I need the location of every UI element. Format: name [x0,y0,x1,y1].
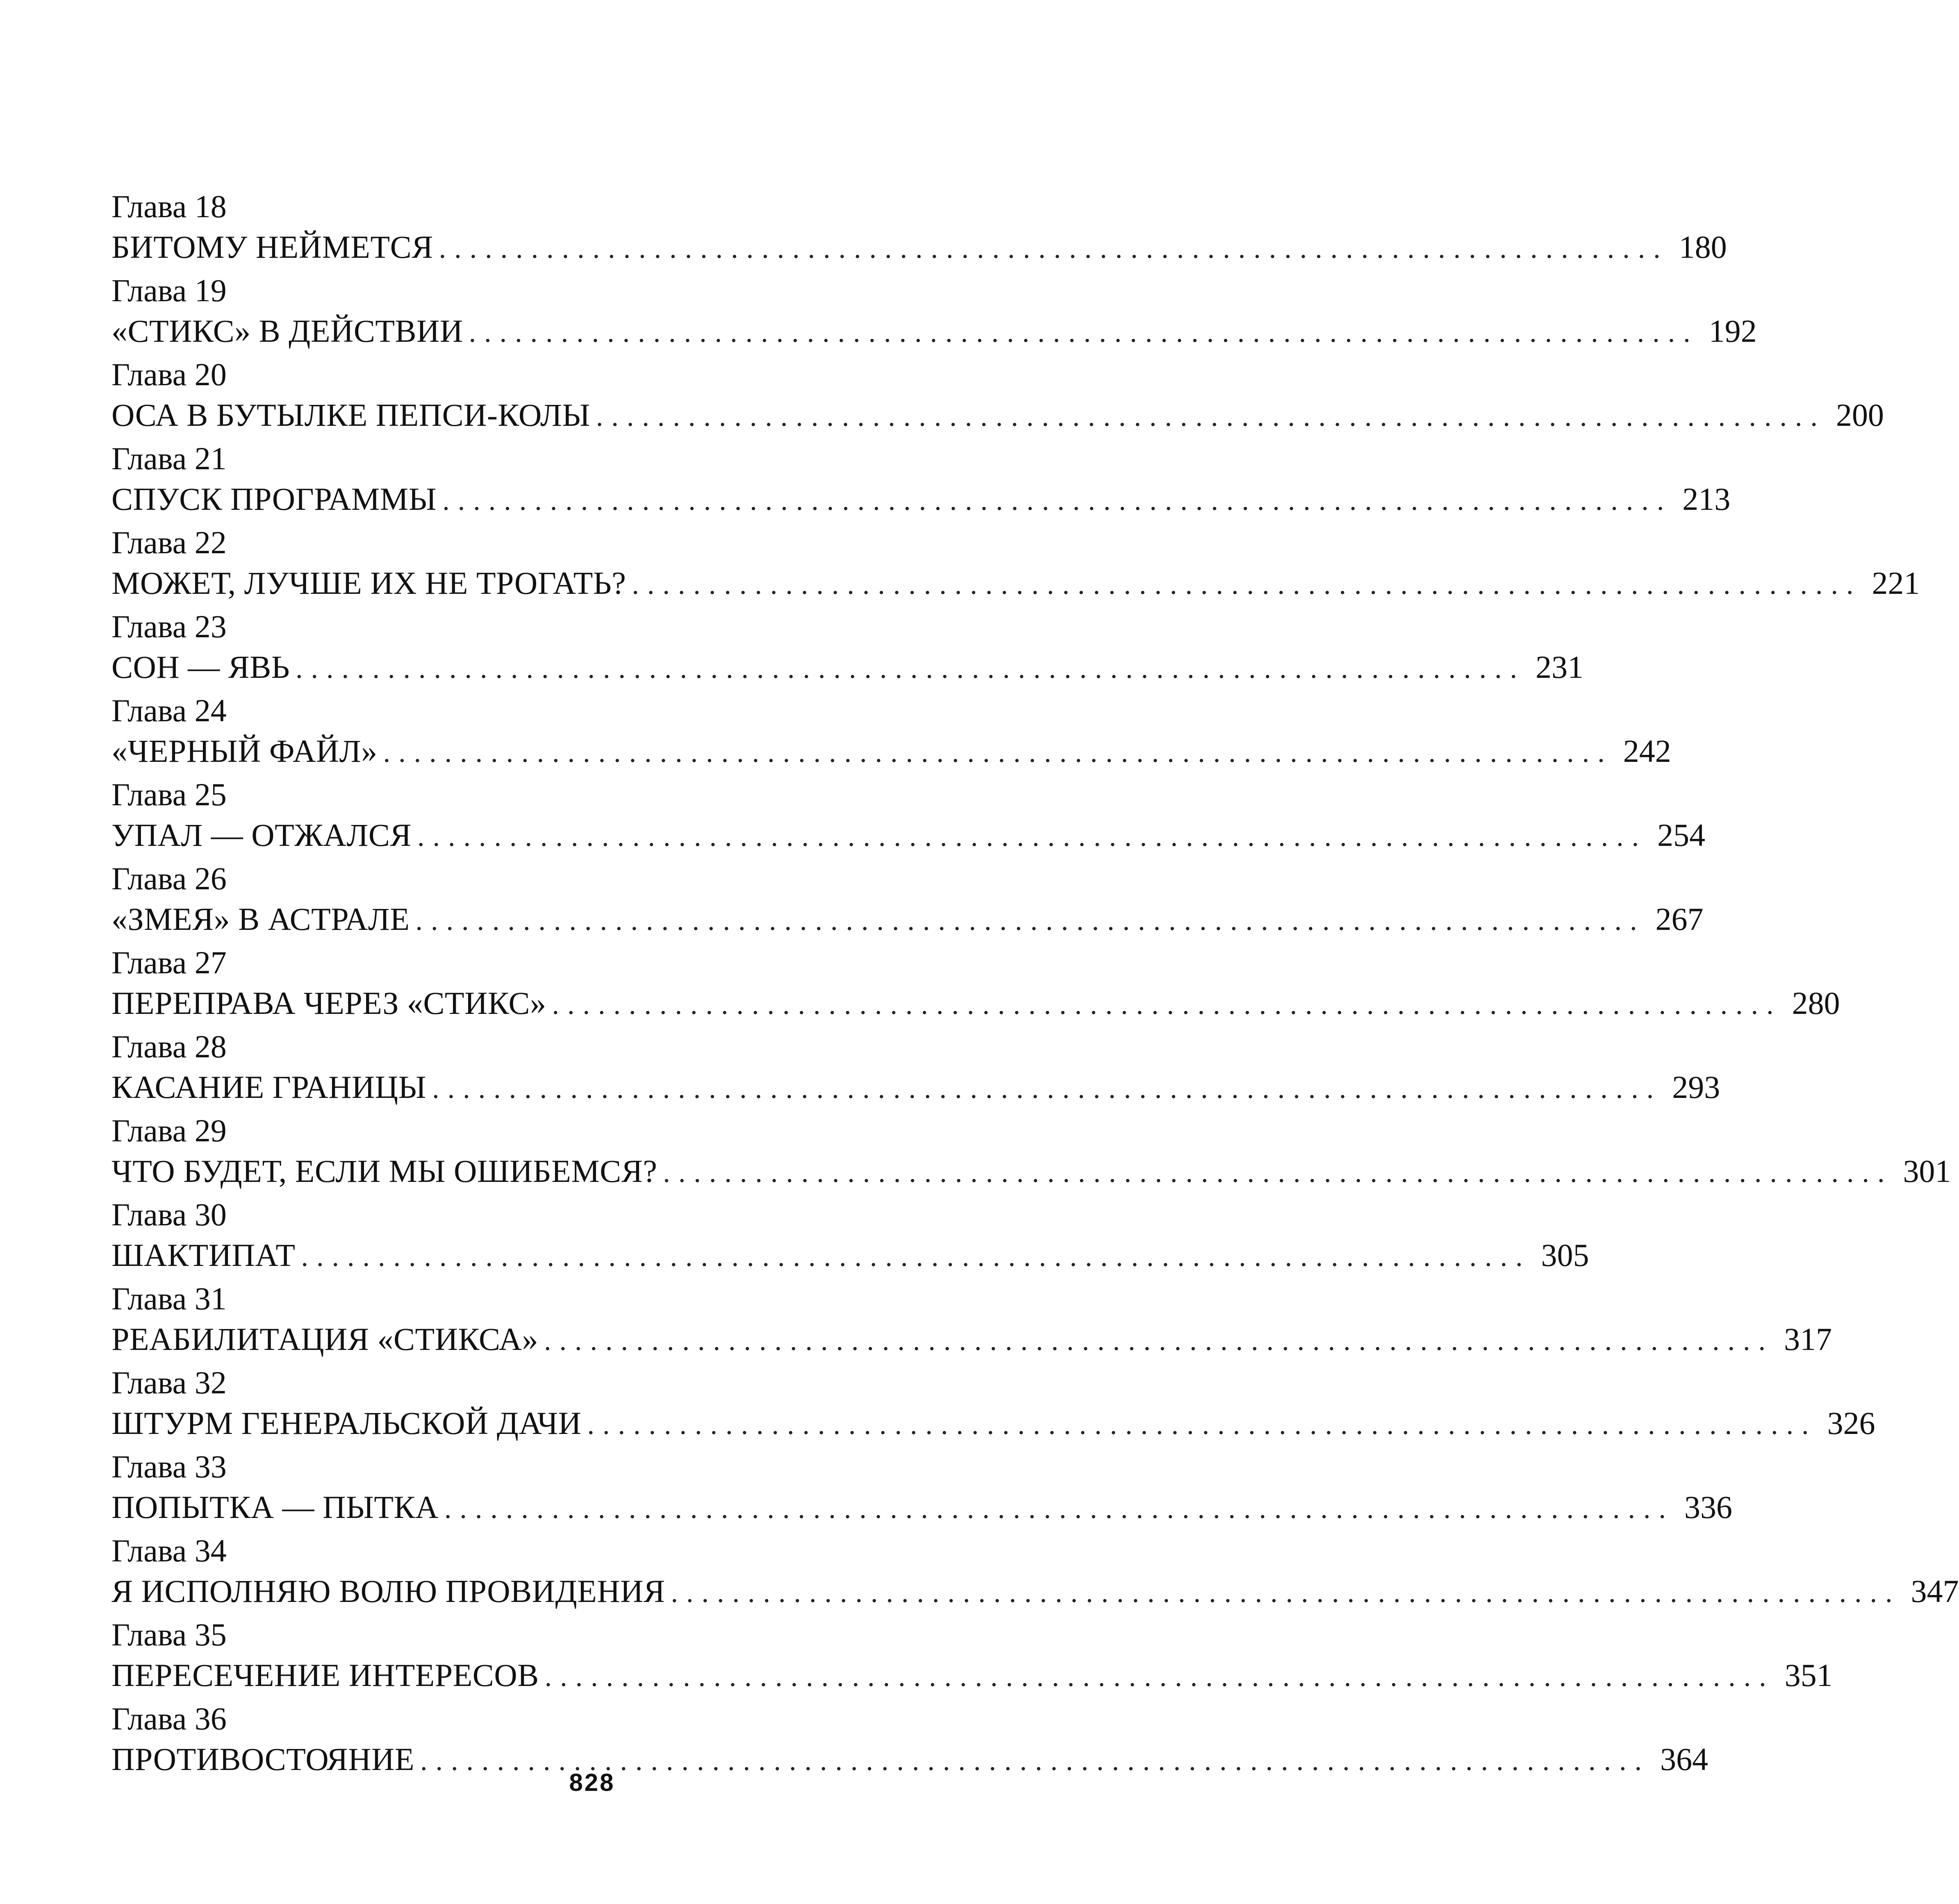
page-number: 221 [1872,565,1920,601]
dot-leader: ................................................................................ [415,905,1645,936]
chapter-label: Глава 22 [111,525,227,560]
chapter-label: Глава 25 [111,777,227,812]
dot-leader: ................................................................................ [296,653,1526,684]
toc-entry [111,1447,1732,1531]
dot-leader: ................................................................................ [439,233,1669,264]
toc-title-row [111,563,1920,604]
chapter-label: Глава 18 [111,189,227,224]
toc-entry [111,607,1584,691]
dot-leader: ................................................................................ [444,1493,1674,1525]
dot-leader: ................................................................................ [417,821,1647,852]
page-number: 180 [1679,229,1727,265]
dot-leader: ................................................................................ [587,1409,1817,1440]
toc-title-row [111,1151,1951,1192]
toc-title-row [111,479,1731,520]
chapter-label: Глава 30 [111,1197,227,1232]
toc-entry [111,354,1884,439]
page-number: 254 [1657,817,1705,853]
dot-leader: ................................................................................ [663,1157,1893,1188]
page-number: 347 [1911,1573,1959,1609]
chapter-title: ПРОТИВОСТОЯНИЕ [111,1741,414,1777]
toc-title-row [111,227,1727,268]
toc-entry [111,523,1920,607]
toc-title-row [111,899,1704,940]
toc-title-row [111,395,1884,436]
chapter-title: СПУСК ПРОГРАММЫ [111,481,437,517]
chapter-title: КАСАНИЕ ГРАНИЦЫ [111,1069,427,1105]
chapter-title: ПОПЫТКА — ПЫТКА [111,1489,439,1525]
chapter-label: Глава 19 [111,273,227,308]
chapter-label: Глава 21 [111,441,227,476]
chapter-label: Глава 23 [111,609,227,644]
toc-entry [111,859,1704,943]
toc-entry [111,1027,1720,1111]
toc-entry [111,270,1757,354]
toc-title-row [111,983,1840,1024]
chapter-title: «ЗМЕЯ» В АСТРАЛЕ [111,901,410,937]
page-number: 301 [1903,1153,1951,1189]
dot-leader: ................................................................................ [301,1241,1531,1272]
toc-title-row [111,815,1705,856]
page-number: 293 [1672,1069,1720,1105]
dot-leader: ................................................................................ [632,569,1862,600]
toc-entry [111,1615,1833,1699]
chapter-title: ЧТО БУДЕТ, ЕСЛИ МЫ ОШИБЕМСЯ? [111,1153,658,1189]
toc-entry [111,1195,1589,1279]
toc-title-row [111,1067,1720,1108]
dot-leader: ................................................................................ [383,737,1613,768]
page-number: 364 [1660,1741,1708,1777]
toc-title-row [111,1487,1732,1528]
toc-entry [111,943,1840,1027]
dot-leader: ................................................................................ [469,317,1699,348]
chapter-title: «СТИКС» В ДЕЙСТВИИ [111,313,463,349]
page-number: 336 [1684,1489,1732,1525]
page-number: 213 [1682,481,1731,517]
chapter-title: МОЖЕТ, ЛУЧШЕ ИХ НЕ ТРОГАТЬ? [111,565,626,601]
toc-title-row [111,1655,1833,1696]
chapter-label: Глава 34 [111,1533,227,1568]
page-number: 242 [1623,733,1671,769]
chapter-label: Глава 26 [111,861,227,896]
chapter-label: Глава 28 [111,1029,227,1064]
toc-entry [111,691,1671,775]
page-number: 317 [1784,1321,1832,1357]
toc-entry [111,1279,1832,1363]
toc-title-row [111,1235,1589,1276]
toc-entry [111,439,1731,523]
chapter-title: ОСА В БУТЫЛКЕ ПЕПСИ-КОЛЫ [111,397,590,433]
chapter-label: Глава 31 [111,1281,227,1316]
chapter-label: Глава 35 [111,1617,227,1652]
chapter-label: Глава 24 [111,693,227,728]
page-number: 351 [1784,1657,1833,1693]
dot-leader: ................................................................................ [442,485,1672,516]
chapter-title: СОН — ЯВЬ [111,649,290,685]
page-number: 192 [1709,313,1757,349]
toc-entry [111,1111,1951,1195]
dot-leader: ................................................................................ [671,1577,1901,1609]
dot-leader: ................................................................................ [432,1073,1662,1104]
toc-title-row [111,1319,1832,1360]
chapter-title: БИТОМУ НЕЙМЕТСЯ [111,229,433,265]
chapter-title: ПЕРЕСЕЧЕНИЕ ИНТЕРЕСОВ [111,1657,539,1693]
chapter-title: УПАЛ — ОТЖАЛСЯ [111,817,412,853]
toc-entry [111,1531,1959,1615]
dot-leader: ................................................................................ [596,401,1826,432]
chapter-label: Глава 33 [111,1449,227,1484]
chapter-title: РЕАБИЛИТАЦИЯ «СТИКСА» [111,1321,539,1357]
toc-entry [111,775,1705,859]
chapter-label: Глава 29 [111,1113,227,1148]
toc-title-row [111,647,1584,688]
chapter-title: ПЕРЕПРАВА ЧЕРЕЗ «СТИКС» [111,985,546,1021]
page-number: 231 [1536,649,1584,685]
page-number: 200 [1836,397,1884,433]
page-number: 280 [1792,985,1840,1021]
chapter-label: Глава 36 [111,1701,227,1736]
dot-leader: ................................................................................ [552,989,1782,1020]
dot-leader: ................................................................................ [420,1745,1650,1777]
page-number: 326 [1827,1405,1875,1441]
chapter-title: «ЧЕРНЫЙ ФАЙЛ» [111,733,378,769]
page-number: 267 [1655,901,1704,937]
toc-entry [111,186,1727,270]
toc-title-row [111,1571,1959,1612]
dot-leader: ................................................................................ [544,1661,1775,1693]
dot-leader: ................................................................................ [544,1325,1774,1356]
chapter-label: Глава 20 [111,357,227,392]
chapter-title: ШТУРМ ГЕНЕРАЛЬСКОЙ ДАЧИ [111,1405,582,1441]
toc-title-row [111,1403,1875,1444]
toc-entry [111,1363,1875,1447]
chapter-label: Глава 27 [111,945,227,980]
page-number: 305 [1541,1237,1589,1273]
page-folio: 828 [569,1769,615,1796]
toc-title-row [111,731,1671,772]
chapter-title: ШАКТИПАТ [111,1237,296,1273]
chapter-label: Глава 32 [111,1365,227,1400]
table-of-contents [111,186,1959,1783]
toc-title-row [111,311,1757,352]
chapter-title: Я ИСПОЛНЯЮ ВОЛЮ ПРОВИДЕНИЯ [111,1573,665,1609]
